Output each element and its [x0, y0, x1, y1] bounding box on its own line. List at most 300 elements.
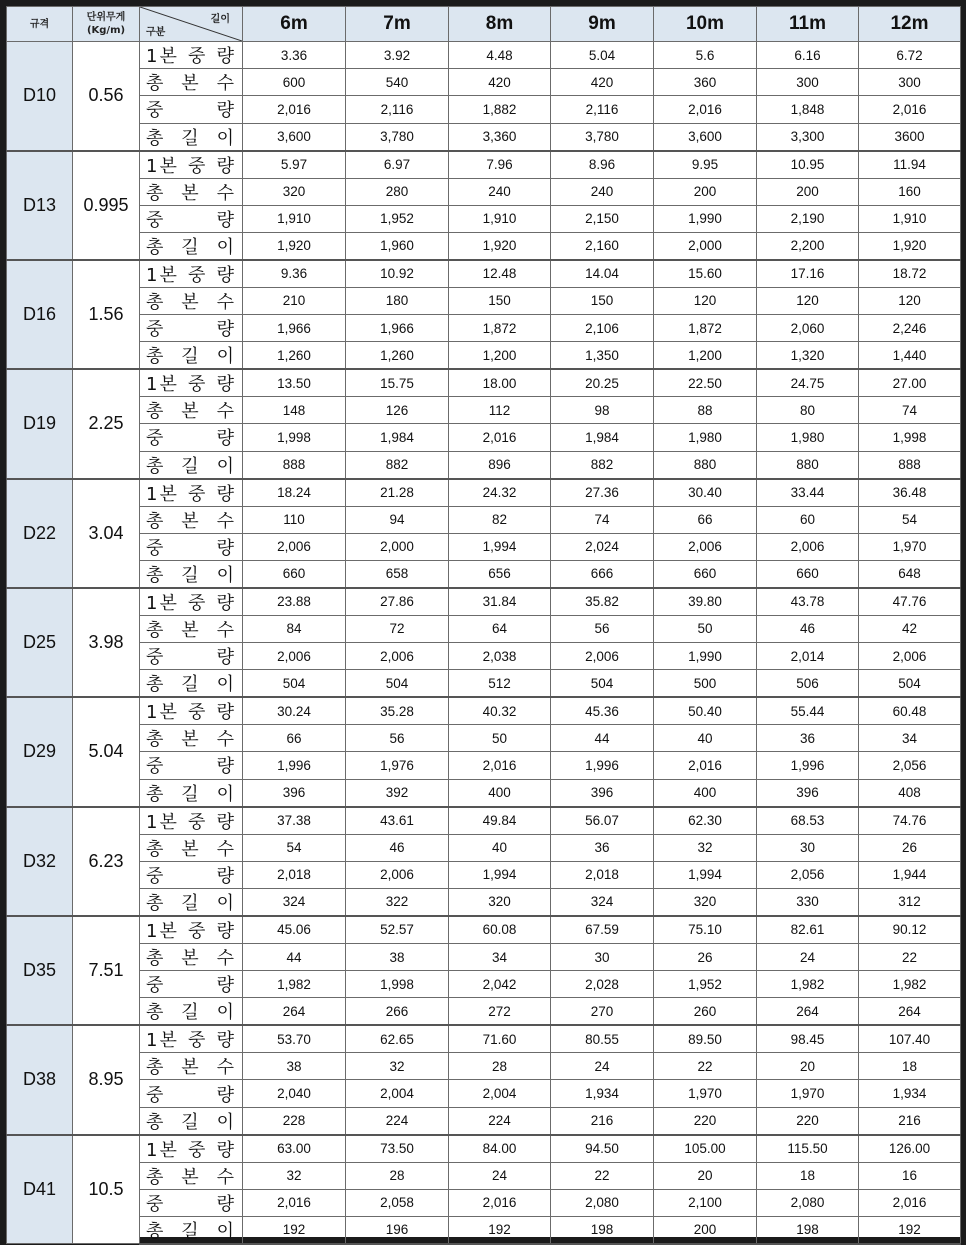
row-label-total-length — [140, 232, 243, 260]
value-cell: 20 — [654, 1162, 757, 1189]
value-cell: 2,016 — [654, 96, 757, 123]
value-cell: 648 — [859, 560, 961, 588]
value-cell: 35.28 — [346, 697, 449, 725]
value-cell: 2,006 — [243, 533, 346, 560]
row-label-text: 1본 중 량 — [146, 264, 236, 286]
value-cell: 196 — [346, 1216, 449, 1244]
header-unit-weight-label: 단위무게 — [86, 12, 126, 23]
value-cell: 24 — [757, 943, 859, 970]
value-cell: 73.50 — [346, 1135, 449, 1163]
value-cell: 107.40 — [859, 1025, 961, 1053]
row-label-total-bars — [140, 1053, 243, 1080]
value-cell: 62.30 — [654, 807, 757, 835]
row-label-text: 1본 중 량 — [146, 1030, 236, 1052]
row-label-text: 총 본 수 — [146, 948, 236, 969]
table-row — [7, 752, 961, 779]
value-cell: 68.53 — [757, 807, 859, 835]
row-label-text: 총 본 수 — [146, 73, 236, 95]
value-cell: 1,994 — [654, 861, 757, 888]
value-cell: 8.96 — [551, 151, 654, 179]
value-cell: 2,006 — [551, 643, 654, 670]
value-cell: 47.76 — [859, 588, 961, 616]
value-cell: 220 — [654, 1107, 757, 1135]
value-cell: 46 — [346, 834, 449, 861]
value-cell: 18.24 — [243, 479, 346, 507]
value-cell: 1,952 — [654, 971, 757, 998]
value-cell: 324 — [551, 888, 654, 916]
row-label-weight — [140, 1189, 243, 1216]
value-cell: 2,116 — [551, 96, 654, 123]
value-cell: 14.04 — [551, 260, 654, 288]
table-row — [7, 479, 961, 507]
value-cell: 320 — [654, 888, 757, 916]
value-cell: 40 — [449, 834, 551, 861]
value-cell: 3,780 — [551, 123, 654, 151]
value-cell: 2,016 — [859, 1189, 961, 1216]
row-label-text: 1본 중 량 — [146, 592, 236, 614]
value-cell: 18 — [859, 1053, 961, 1080]
value-cell: 210 — [243, 287, 346, 314]
value-cell: 2,056 — [859, 752, 961, 779]
value-cell: 74 — [859, 397, 961, 424]
value-cell: 18 — [757, 1162, 859, 1189]
value-cell: 13.50 — [243, 369, 346, 397]
value-cell: 1,996 — [243, 752, 346, 779]
value-cell: 400 — [449, 779, 551, 807]
value-cell: 50 — [449, 725, 551, 752]
value-cell: 1,350 — [551, 342, 654, 370]
value-cell: 396 — [551, 779, 654, 807]
value-cell: 1,260 — [243, 342, 346, 370]
value-cell: 115.50 — [757, 1135, 859, 1163]
header-spec-label: 규격 — [29, 18, 50, 30]
value-cell: 300 — [859, 69, 961, 96]
table-row — [7, 342, 961, 370]
value-cell: 71.60 — [449, 1025, 551, 1053]
value-cell: 1,872 — [449, 315, 551, 342]
row-label-total-length — [140, 451, 243, 479]
value-cell: 126 — [346, 397, 449, 424]
value-cell: 20.25 — [551, 369, 654, 397]
value-cell: 2,016 — [449, 424, 551, 451]
value-cell: 89.50 — [654, 1025, 757, 1053]
value-cell: 66 — [654, 506, 757, 533]
spec-cell: D25 — [7, 588, 73, 697]
value-cell: 62.65 — [346, 1025, 449, 1053]
row-label-weight — [140, 205, 243, 232]
value-cell: 192 — [859, 1216, 961, 1244]
table-row — [7, 615, 961, 642]
value-cell: 2,016 — [449, 1189, 551, 1216]
value-cell: 240 — [449, 178, 551, 205]
value-cell: 35.82 — [551, 588, 654, 616]
row-label-total-length — [140, 998, 243, 1026]
table-row — [7, 287, 961, 314]
value-cell: 56.07 — [551, 807, 654, 835]
row-label-total-length — [140, 1107, 243, 1135]
value-cell: 882 — [346, 451, 449, 479]
header-unit-weight — [73, 7, 140, 42]
table-row — [7, 998, 961, 1026]
unit-weight-cell: 0.995 — [73, 151, 140, 260]
value-cell: 280 — [346, 178, 449, 205]
table-row — [7, 205, 961, 232]
value-cell: 2,024 — [551, 533, 654, 560]
value-cell: 1,982 — [243, 971, 346, 998]
row-label-text: 1본 중 량 — [146, 483, 236, 505]
value-cell: 75.10 — [654, 916, 757, 944]
unit-weight-cell: 3.98 — [73, 588, 140, 697]
value-cell: 1,970 — [757, 1080, 859, 1107]
value-cell: 3.92 — [346, 42, 449, 69]
row-label-total-bars — [140, 615, 243, 642]
row-label-text: 총 본 수 — [146, 729, 236, 751]
header-row — [7, 7, 961, 42]
value-cell: 2,106 — [551, 315, 654, 342]
value-cell: 2,040 — [243, 1080, 346, 1107]
value-cell: 36 — [551, 834, 654, 861]
value-cell: 15.75 — [346, 369, 449, 397]
value-cell: 300 — [757, 69, 859, 96]
value-cell: 1,440 — [859, 342, 961, 370]
value-cell: 64 — [449, 615, 551, 642]
value-cell: 260 — [654, 998, 757, 1026]
value-cell: 1,944 — [859, 861, 961, 888]
value-cell: 16 — [859, 1162, 961, 1189]
value-cell: 40.32 — [449, 697, 551, 725]
value-cell: 504 — [346, 670, 449, 698]
row-label-text: 1본 중 량 — [146, 46, 236, 68]
row-label-total-length — [140, 342, 243, 370]
value-cell: 396 — [757, 779, 859, 807]
spec-cell: D29 — [7, 697, 73, 806]
value-cell: 240 — [551, 178, 654, 205]
unit-weight-cell: 3.04 — [73, 479, 140, 588]
value-cell: 2,016 — [859, 96, 961, 123]
value-cell: 94 — [346, 506, 449, 533]
spec-cell: D22 — [7, 479, 73, 588]
table-row — [7, 1216, 961, 1244]
rebar-weight-table-frame — [6, 6, 960, 1242]
unit-weight-cell: 6.23 — [73, 807, 140, 916]
row-label-text: 총 본 수 — [146, 510, 236, 532]
value-cell: 36 — [757, 725, 859, 752]
row-label-total-bars — [140, 725, 243, 752]
value-cell: 3,360 — [449, 123, 551, 151]
value-cell: 1,984 — [346, 424, 449, 451]
value-cell: 98.45 — [757, 1025, 859, 1053]
value-cell: 63.00 — [243, 1135, 346, 1163]
value-cell: 320 — [449, 888, 551, 916]
row-label-total-bars — [140, 397, 243, 424]
table-row — [7, 861, 961, 888]
row-label-text: 총 길 이 — [146, 455, 236, 477]
table-row — [7, 506, 961, 533]
row-label-text: 총 길 이 — [146, 564, 236, 586]
value-cell: 28 — [449, 1053, 551, 1080]
value-cell: 1,920 — [859, 232, 961, 260]
value-cell: 2,200 — [757, 232, 859, 260]
header-spec — [7, 7, 73, 42]
value-cell: 880 — [757, 451, 859, 479]
table-row — [7, 1107, 961, 1135]
value-cell: 2,006 — [243, 643, 346, 670]
value-cell: 160 — [859, 178, 961, 205]
value-cell: 2,016 — [243, 96, 346, 123]
value-cell: 360 — [654, 69, 757, 96]
value-cell: 200 — [654, 178, 757, 205]
spec-cell: D32 — [7, 807, 73, 916]
row-label-text: 중 량 — [146, 975, 236, 997]
value-cell: 43.78 — [757, 588, 859, 616]
value-cell: 42 — [859, 615, 961, 642]
row-label-text: 총 본 수 — [146, 291, 236, 313]
value-cell: 600 — [243, 69, 346, 96]
value-cell: 2,060 — [757, 315, 859, 342]
value-cell: 1,970 — [654, 1080, 757, 1107]
table-row — [7, 1135, 961, 1163]
value-cell: 150 — [449, 287, 551, 314]
header-length-6m: 6m — [243, 7, 346, 42]
spec-cell: D16 — [7, 260, 73, 369]
value-cell: 46 — [757, 615, 859, 642]
header-length-9m: 9m — [551, 7, 654, 42]
row-label-unit-weight-per-bar — [140, 1025, 243, 1053]
row-label-weight — [140, 96, 243, 123]
row-label-text: 총 길 이 — [146, 783, 236, 805]
row-label-text: 총 본 수 — [146, 1057, 236, 1079]
value-cell: 32 — [243, 1162, 346, 1189]
table-row — [7, 834, 961, 861]
row-label-weight — [140, 861, 243, 888]
header-length-10m: 10m — [654, 7, 757, 42]
value-cell: 98 — [551, 397, 654, 424]
value-cell: 1,960 — [346, 232, 449, 260]
value-cell: 1,970 — [859, 533, 961, 560]
row-label-text: 총 길 이 — [146, 674, 236, 696]
value-cell: 18.00 — [449, 369, 551, 397]
table-row — [7, 807, 961, 835]
table-row — [7, 42, 961, 69]
value-cell: 110 — [243, 506, 346, 533]
value-cell: 28 — [346, 1162, 449, 1189]
value-cell: 126.00 — [859, 1135, 961, 1163]
value-cell: 74.76 — [859, 807, 961, 835]
value-cell: 882 — [551, 451, 654, 479]
value-cell: 264 — [243, 998, 346, 1026]
spec-cell: D38 — [7, 1025, 73, 1134]
value-cell: 2,150 — [551, 205, 654, 232]
value-cell: 3,600 — [243, 123, 346, 151]
value-cell: 1,990 — [654, 205, 757, 232]
value-cell: 1,990 — [654, 643, 757, 670]
value-cell: 540 — [346, 69, 449, 96]
row-label-text: 총 길 이 — [146, 1002, 236, 1024]
value-cell: 1,980 — [757, 424, 859, 451]
value-cell: 80.55 — [551, 1025, 654, 1053]
value-cell: 1,996 — [757, 752, 859, 779]
value-cell: 56 — [551, 615, 654, 642]
value-cell: 120 — [654, 287, 757, 314]
value-cell: 2,018 — [551, 861, 654, 888]
value-cell: 656 — [449, 560, 551, 588]
value-cell: 2,080 — [757, 1189, 859, 1216]
value-cell: 3,600 — [654, 123, 757, 151]
row-label-text: 총 본 수 — [146, 1166, 236, 1188]
value-cell: 504 — [859, 670, 961, 698]
row-label-total-length — [140, 670, 243, 698]
value-cell: 9.95 — [654, 151, 757, 179]
row-label-unit-weight-per-bar — [140, 260, 243, 288]
table-row — [7, 725, 961, 752]
value-cell: 60.08 — [449, 916, 551, 944]
value-cell: 44 — [243, 943, 346, 970]
table-row — [7, 424, 961, 451]
value-cell: 224 — [346, 1107, 449, 1135]
value-cell: 888 — [859, 451, 961, 479]
value-cell: 1,994 — [449, 533, 551, 560]
table-row — [7, 178, 961, 205]
value-cell: 1,966 — [243, 315, 346, 342]
unit-weight-cell: 8.95 — [73, 1025, 140, 1134]
value-cell: 10.95 — [757, 151, 859, 179]
row-label-text: 총 길 이 — [146, 236, 236, 258]
value-cell: 39.80 — [654, 588, 757, 616]
row-label-total-length — [140, 123, 243, 151]
spec-cell: D19 — [7, 369, 73, 478]
unit-weight-cell: 0.56 — [73, 42, 140, 151]
value-cell: 33.44 — [757, 479, 859, 507]
unit-weight-cell: 5.04 — [73, 697, 140, 806]
value-cell: 2,160 — [551, 232, 654, 260]
table-row — [7, 670, 961, 698]
value-cell: 220 — [757, 1107, 859, 1135]
value-cell: 270 — [551, 998, 654, 1026]
value-cell: 3,300 — [757, 123, 859, 151]
value-cell: 880 — [654, 451, 757, 479]
value-cell: 22.50 — [654, 369, 757, 397]
value-cell: 22 — [551, 1162, 654, 1189]
table-row — [7, 1080, 961, 1107]
row-label-total-length — [140, 560, 243, 588]
value-cell: 330 — [757, 888, 859, 916]
row-label-total-bars — [140, 506, 243, 533]
value-cell: 80 — [757, 397, 859, 424]
value-cell: 2,100 — [654, 1189, 757, 1216]
header-length-label: 길이 — [210, 14, 230, 25]
value-cell: 24.32 — [449, 479, 551, 507]
row-label-weight — [140, 971, 243, 998]
value-cell: 216 — [859, 1107, 961, 1135]
value-cell: 2,028 — [551, 971, 654, 998]
value-cell: 1,200 — [654, 342, 757, 370]
value-cell: 2,056 — [757, 861, 859, 888]
row-label-total-bars — [140, 834, 243, 861]
value-cell: 112 — [449, 397, 551, 424]
table-row — [7, 1025, 961, 1053]
value-cell: 3600 — [859, 123, 961, 151]
value-cell: 1,920 — [243, 232, 346, 260]
value-cell: 1,966 — [346, 315, 449, 342]
table-row — [7, 260, 961, 288]
row-label-weight — [140, 643, 243, 670]
value-cell: 1,998 — [243, 424, 346, 451]
value-cell: 72 — [346, 615, 449, 642]
row-label-total-length — [140, 779, 243, 807]
row-label-text: 총 길 이 — [146, 346, 236, 368]
value-cell: 26 — [654, 943, 757, 970]
header-length-7m: 7m — [346, 7, 449, 42]
header-diagonal-cell — [140, 7, 243, 42]
header-length-11m: 11m — [757, 7, 859, 42]
row-label-text: 1본 중 량 — [146, 1139, 236, 1161]
table-row — [7, 697, 961, 725]
value-cell: 32 — [346, 1053, 449, 1080]
value-cell: 88 — [654, 397, 757, 424]
value-cell: 1,994 — [449, 861, 551, 888]
value-cell: 1,910 — [859, 205, 961, 232]
value-cell: 30 — [551, 943, 654, 970]
value-cell: 27.00 — [859, 369, 961, 397]
value-cell: 82.61 — [757, 916, 859, 944]
value-cell: 60.48 — [859, 697, 961, 725]
row-label-text: 총 본 수 — [146, 401, 236, 423]
value-cell: 82 — [449, 506, 551, 533]
row-label-text: 중 량 — [146, 1193, 236, 1215]
value-cell: 2,246 — [859, 315, 961, 342]
value-cell: 55.44 — [757, 697, 859, 725]
value-cell: 324 — [243, 888, 346, 916]
row-label-weight — [140, 1080, 243, 1107]
value-cell: 2,016 — [654, 752, 757, 779]
value-cell: 2,006 — [346, 861, 449, 888]
value-cell: 2,006 — [654, 533, 757, 560]
table-row — [7, 560, 961, 588]
value-cell: 148 — [243, 397, 346, 424]
value-cell: 31.84 — [449, 588, 551, 616]
value-cell: 400 — [654, 779, 757, 807]
value-cell: 512 — [449, 670, 551, 698]
unit-weight-cell: 1.56 — [73, 260, 140, 369]
value-cell: 888 — [243, 451, 346, 479]
value-cell: 392 — [346, 779, 449, 807]
table-row — [7, 588, 961, 616]
header-length-12m: 12m — [859, 7, 961, 42]
value-cell: 198 — [757, 1216, 859, 1244]
value-cell: 12.48 — [449, 260, 551, 288]
value-cell: 5.6 — [654, 42, 757, 69]
value-cell: 1,952 — [346, 205, 449, 232]
value-cell: 90.12 — [859, 916, 961, 944]
table-body — [7, 42, 961, 1244]
row-label-text: 중 량 — [146, 319, 236, 341]
value-cell: 2,006 — [346, 643, 449, 670]
value-cell: 38 — [346, 943, 449, 970]
table-row — [7, 123, 961, 151]
value-cell: 3.36 — [243, 42, 346, 69]
header-length-8m: 8m — [449, 7, 551, 42]
value-cell: 228 — [243, 1107, 346, 1135]
header-unit-weight-unit: (Kg/m) — [86, 25, 126, 36]
table-row — [7, 779, 961, 807]
value-cell: 3,780 — [346, 123, 449, 151]
table-row — [7, 888, 961, 916]
header-category-label: 구분 — [146, 27, 166, 38]
value-cell: 45.06 — [243, 916, 346, 944]
value-cell: 26 — [859, 834, 961, 861]
value-cell: 2,042 — [449, 971, 551, 998]
table-row — [7, 643, 961, 670]
